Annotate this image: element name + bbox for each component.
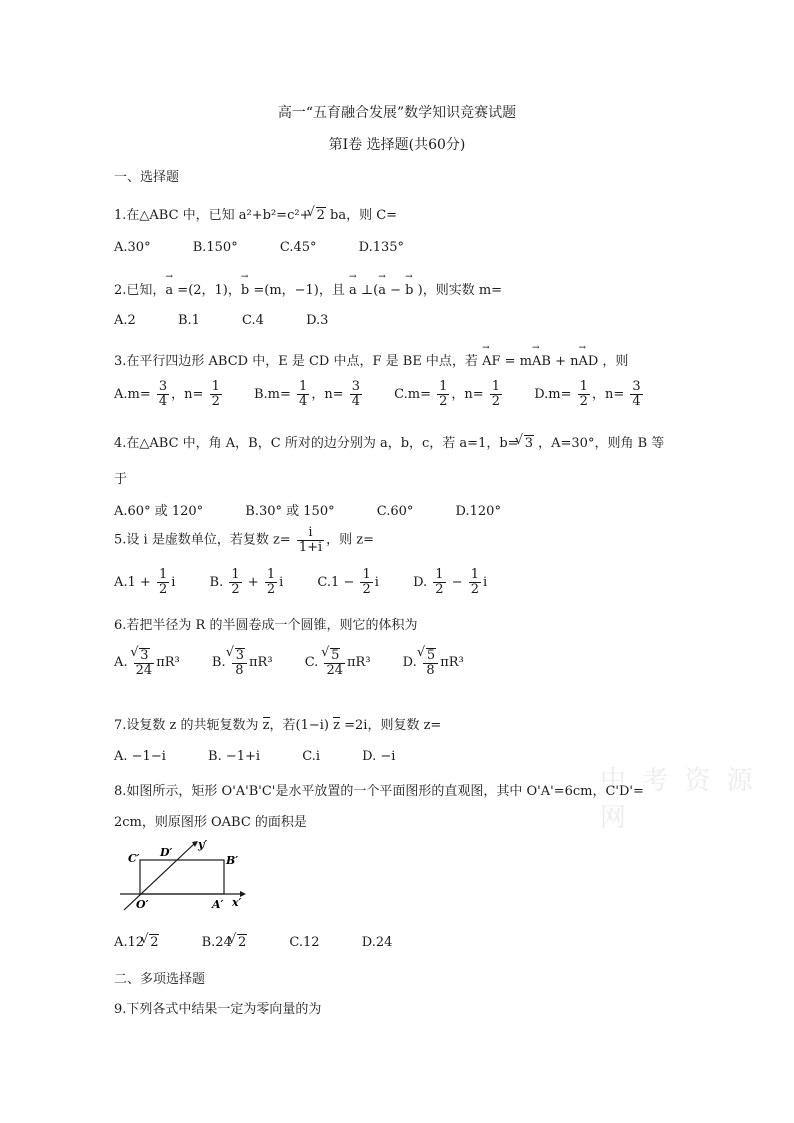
figure-label-d: D′ [160,846,173,859]
figure-label-a: A′ [212,898,224,911]
watermark: 中 考 资 源 网 [600,766,757,833]
question-4-cont: 于 [114,472,128,487]
section-heading-1: 一、选择题 [114,170,180,185]
question-6: 6.若把半径为 R 的半圆卷成一个圆锥，则它的体积为 [114,618,418,633]
question-8-cont: 2cm，则原图形 OABC 的面积是 [114,815,307,830]
q1-option-b: B.150° [192,240,238,255]
figure-rectangle [140,860,224,894]
q7-option-c: C.i [302,749,320,764]
q4-option-c: C.60° [376,504,414,519]
q2-option-c: C.4 [242,313,264,328]
question-7: 7.设复数 z 的共轭复数为 z，若(1−i) z =2i，则复数 z= [114,718,442,733]
q3-option-b: B.m= $\frac{1}{4}$ ，n= $\frac{3}{4}$ [253,379,360,409]
q1-options [114,240,442,255]
q3-option-a: A.m= $\frac{3}{4}$ ，n= $\frac{1}{2}$ [114,379,220,409]
q2-option-d: D.3 [306,313,329,328]
q8-option-d: D.24 [361,935,393,950]
q7-option-b: B. −1+i [208,749,261,764]
q4-options [114,500,539,519]
q4-option-a: A.60° 或 120° [114,504,204,519]
q2-option-a: A.2 [114,313,136,328]
q1-option-d: D.135° [358,240,405,255]
q8-option-b: B.24 √ 2 [202,935,248,950]
question-8: 8.如图所示，矩形 O'A'B'C'是水平放置的一个平面图形的直观图，其中 O'A'=6cm，C'D'= [114,784,644,799]
q7-options [114,749,433,764]
q4-option-b: B.30° 或 150° [245,504,335,519]
q7-option-d: D. −i [362,749,396,764]
q5-option-a: A.1 + $\frac{1}{2}$ i [114,567,176,597]
q5-option-b: B. $\frac{1}{2}$ + $\frac{1}{2}$ i [209,567,284,597]
figure-label-o: O′ [136,898,149,911]
q5-option-d: D. $\frac{1}{2}$ − $\frac{1}{2}$ i [413,567,488,597]
q7-option-a: A. −1−i [114,749,166,764]
q1-option-a: A.30° [114,240,151,255]
q2-options [114,313,366,328]
q8-figure [114,838,254,916]
q2-option-b: B.1 [177,313,200,328]
figure-label-y: y′ [198,838,208,851]
q8-option-c: C.12 [289,935,320,950]
question-2: 2.已知，→ a =(2，1)，→ b =(m，−1)，且 → a ⊥(→ a − → b )，则实数 m= [114,279,502,298]
question-1: 1.在△ABC 中，已知 a²+b²=c²+ √ 2 ba，则 C= [114,204,397,223]
question-9: 9.下列各式中结果一定为零向量的为 [114,1002,322,1017]
q1-option-c: C.45° [279,240,317,255]
q3-option-c: C.m= $\frac{1}{2}$ ，n= $\frac{1}{2}$ [394,379,501,409]
q3-option-d: D.m= $\frac{1}{2}$ ，n= $\frac{3}{4}$ [534,379,641,409]
q8-options [114,934,430,950]
q6-options [114,648,464,677]
question-5: 5.设 i 是虚数单位，若复数 z= $\frac{i}{1+i}$ ，则 z= [114,525,375,555]
q6-option-d: D. √ $\frac{5}{8}$ πR³ [403,655,464,670]
figure-label-x: x′ [232,896,242,909]
figure-label-c: C′ [128,852,140,865]
q6-option-a: A. √ $\frac{3}{24}$ πR³ [114,655,180,670]
q8-option-a: A.12 √ 2 [114,935,159,950]
q6-option-b: B. √ $\frac{3}{8}$ πR³ [212,655,273,670]
question-3: 3.在平行四边形 ABCD 中，E 是 CD 中点，F 是 BE 中点，若 → AF = m→ AB + n→ AD ，则 [114,350,628,369]
q3-options [114,380,645,408]
q6-option-c: C. √ $\frac{5}{24}$ πR³ [305,655,371,670]
page-subtitle: 第Ⅰ卷 选择题(共60分) [328,137,466,153]
figure-label-b: B′ [226,854,239,867]
page-title: 高一“五育融合发展”数学知识竞赛试题 [277,105,517,121]
section-heading-2: 二、多项选择题 [114,972,206,987]
q5-options [114,568,487,596]
question-4: 4.在△ABC 中，角 A，B，C 所对的边分别为 a，b，c，若 a=1，b= √ 3 ，A=30°，则角 B 等 [114,432,664,451]
q5-option-c: C.1 − $\frac{1}{2}$ i [317,567,379,597]
q4-option-d: D.120° [455,504,501,519]
